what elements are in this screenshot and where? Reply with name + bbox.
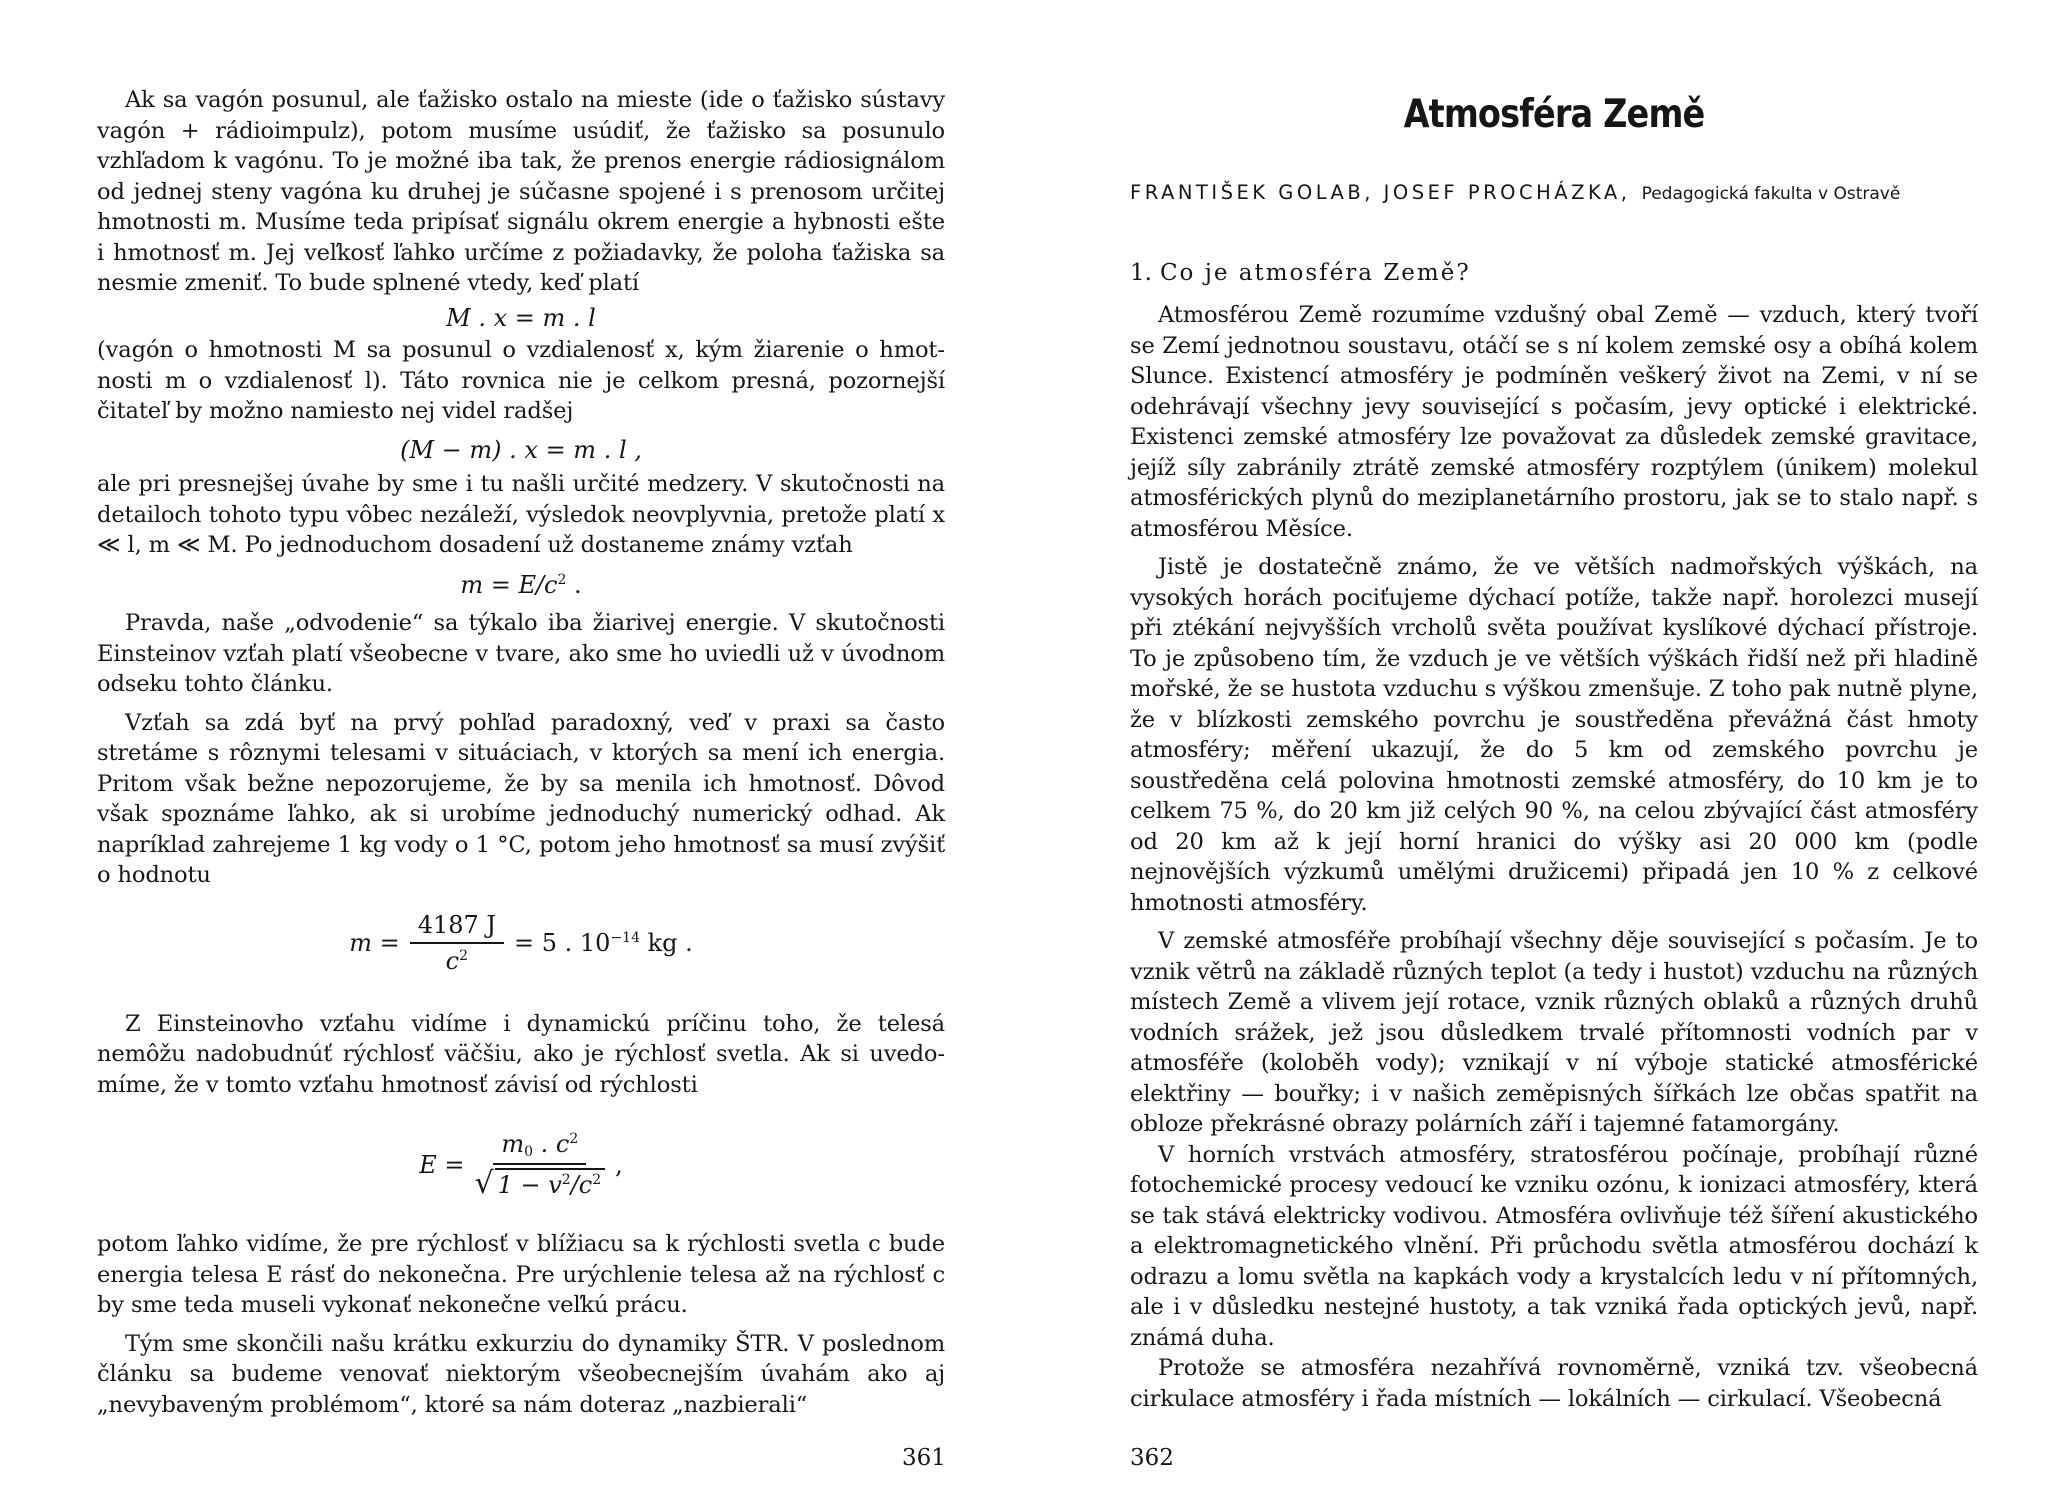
equation-text: m <box>501 1130 525 1158</box>
radical-sign: √ <box>474 1166 494 1201</box>
article-byline <box>1130 181 1978 204</box>
equation-text: E = <box>419 1150 465 1179</box>
equation-mass-increase <box>97 911 945 975</box>
equation-text: . c <box>533 1130 570 1158</box>
paragraph: potom ľahko vidíme, že pre rýchlosť v blížiacu sa k rýchlosti svetla c bude energia telesa E rásť do nekonečna. Pre urýchlenie telesa až na rýchlosť c by sme teda museli vykonať nekonečne veľkú prácu. <box>97 1231 945 1318</box>
radicand <box>495 1168 606 1199</box>
square-root <box>474 1168 605 1199</box>
equation-exponent: 2 <box>557 571 567 588</box>
equation-exponent: 2 <box>459 947 469 964</box>
equation-exponent: 2 <box>592 1172 602 1188</box>
equation-text: , <box>615 1150 623 1179</box>
paragraph: Z Einsteinovho vzťahu vidíme i dynamickú príčinu toho, že telesá nemôžu nadobudnúť rýchlosť väčšiu, ako je rýchlosť svetla. Ak si uvedomíme, že v tomto vzťahu hmotnosť závisí od rýchlosti <box>97 1010 945 1098</box>
paragraph: V zemské atmosféře probíhají všechny děje související s počasím. Je to vznik větrů na základě různých teplot (a tedy i hustot) vzduchu na různých místech Země a vlivem její rotace, vznik různých oblaků a různých druhů vodních srážek, jež jsou důsledkem trvalé přítomnosti vodních par v atmosféře (koloběh vody); vznikají v ní výboje statické atmosférické elektřiny — bouřky; i v našich zeměpisných šířkách lze občas spatřit na obloze překrásné obrazy polárních září i tajemné fatamorgány. <box>1130 928 1978 1137</box>
equation-exponent: −14 <box>610 929 640 946</box>
right-page-text-column <box>1130 92 1978 1414</box>
section-heading <box>1130 260 1978 286</box>
page-number: 361 <box>902 1445 946 1471</box>
fraction-denominator <box>446 944 468 975</box>
equation-text: . <box>566 570 582 599</box>
equation-exponent: 2 <box>569 1131 579 1147</box>
equation-center-of-mass: M . x = m . l <box>446 303 596 332</box>
left-page-text-column <box>97 85 945 1420</box>
fraction <box>410 911 504 975</box>
equation-result <box>514 929 693 957</box>
paragraph: V horních vrstvách atmosféry, stratosférou počínaje, probíhají různé fotochemické procesy vedoucí ke vzniku ozónu, k ionizaci atmosféry, která se tak stává elektricky vodivou. Atmosféra ovlivňuje též šíření akustického a elektromagnetického vlnění. Při průchodu světla atmosférou dochází k odrazu a lomu světla na kapkách vody a krystalcích ledu v ní přítomných, ale i v důsledku nestejné hustoty, a tak vzniká řada optických jevů, např. známá duha. <box>1130 1141 1978 1351</box>
equation-relativistic-energy <box>97 1130 945 1199</box>
author-affiliation: Pedagogická fakulta v Ostravě <box>1641 184 1901 204</box>
paragraph: Atmosférou Země rozumíme vzdušný obal Země — vzduch, který tvoří se Zemí jednotnou soustavu, otáčí se s ní kolem zemské osy a obíhá kolem Slunce. Existencí atmosféry je podmíněn veškerý život na Zemi, v ní se odehrávají všechny jevy související s počasím, jevy optické i elektrické. Existenci zemské atmosféry lze považovat za důsledek zemské gravitace, jejíž síly zabránily ztrátě zemské atmosféry rozptýlem (únikem) molekul atmosférických plynů do meziplanetárního prostoru, jak se to stalo např. s atmosférou Měsíce. <box>1130 302 1978 542</box>
fraction <box>474 1130 605 1199</box>
equation-text: m = <box>349 928 400 957</box>
right-page <box>1030 0 2060 1500</box>
article-title: Atmosféra Země <box>1403 92 1705 137</box>
paragraph: Jistě je dostatečně známo, že ve větších nadmořských výškách, na vysokých horách pociťujeme dýchací potíže, takže např. horolezci musejí při ztékání nejvyšších vrcholů světa používat kyslíkové dýchací přístroje. To je způsobeno tím, že vzduch je ve větších výškách řidší než při hladině mořské, že se hustota vzduchu s výškou zmenšuje. Z toho pak nutně plyne, že v blízkosti zemského povrchu je soustředěna převážná část hmoty atmosféry; měření ukazují, že do 5 km od zemského povrchu je soustředěna celá polovina hmotnosti zemské atmosféry, do 10 km je to celkem 75 %, do 20 km již celých 90 %, na celou zbývající část atmosféry od 20 km až k její horní hranici do výšky asi 20 000 km (podle nejnovějších výzkumů umělými družicemi) připadá jen 10 % z celkové hmotnosti atmosféry. <box>1130 554 1978 916</box>
author-names: FRANTIŠEK GOLAB, JOSEF PROCHÁZKA, <box>1130 181 1631 204</box>
paragraph: Tým sme skončili našu krátku exkurziu do dynamiky ŠTR. V poslednom článku sa budeme venovať niektorým všeobecnejším úvahám ako aj „nevybaveným problémom“, ktoré sa nám doteraz „nazbierali“ <box>97 1330 945 1418</box>
fraction-denominator <box>474 1165 605 1199</box>
paragraph: Ak sa vagón posunul, ale ťažisko ostalo na mieste (ide o ťažisko sústavy vagón + rádioimpulz), potom musíme usúdiť, že ťažisko sa posunulo vzhľadom k vagónu. To je možné iba tak, že prenos energie rádiosignálom od jednej steny vagóna ku druhej je súčasne spojené i s prenosom určitej hmotnosti m. Musíme teda pripísať signálu okrem energie a hybnosti ešte i hmotnosť m. Jej veľkosť ľahko určíme z požiadavky, že poloha ťažiska sa nesmie zmeniť. To bude splnené vtedy, keď platí <box>97 87 945 296</box>
paragraph: ale pri presnejšej úvahe by sme i tu našli určité medzery. V skutočnosti na detailoch tohoto typu vôbec nezáleží, výsledok neovplyvnia, pretože platí x ≪ l, m ≪ M. Po jednoduchom dosadení už dostaneme známy vzťah <box>97 471 945 558</box>
page-number: 362 <box>1130 1445 1174 1471</box>
fraction-numerator: 4187 J <box>410 911 504 944</box>
equation-text: c <box>445 946 460 975</box>
equation-text: m = E/c <box>460 570 558 599</box>
section-title: Co je atmosféra Země? <box>1159 260 1471 286</box>
equation-mass-energy <box>97 565 945 601</box>
equation-exponent: 2 <box>561 1172 571 1188</box>
equation-corrected: (M − m) . x = m . l , <box>400 435 642 464</box>
paragraph: Vzťah sa zdá byť na prvý pohľad paradoxný, veď v praxi sa často stretáme s rôznymi telesami v situáciach, v ktorých sa mení ich energia. Pritom však bežne nepozorujeme, že by sa menila ich hmotnosť. Dôvod však spoznáme ľahko, ak si urobíme jednoduchý numerický odhad. Ak napríklad zahrejeme 1 kg vody o 1 °C, potom jeho hmotnosť sa musí zvýšiť o hodnotu <box>97 709 945 888</box>
equation-text: 1 − v <box>497 1171 562 1199</box>
equation-subscript: 0 <box>524 1144 534 1160</box>
paragraph: Pravda, naše „odvodenie“ sa týkalo iba žiarivej energie. V skutočnosti Einsteinov vzťah platí všeobecne v tvare, ako sme ho uviedli už v úvodnom odseku tohto článku. <box>97 610 945 697</box>
section-number: 1. <box>1130 260 1152 286</box>
equation-text: = 5 . 10 <box>514 928 611 957</box>
paragraph: Protože se atmosféra nezahřívá rovnoměrně, vzniká tzv. všeobecná cirkulace atmosféry i řada místních — lokálních — cirkulací. Všeobecná <box>1130 1355 1978 1412</box>
paragraph: (vagón o hmotnosti M sa posunul o vzdialenosť x, kým žiarenie o hmotnosti m o vzdialenosť l). Táto rovnica nie je celkom presná, pozornejší čitateľ by možno namiesto nej videl radšej <box>97 337 945 424</box>
equation-text: kg . <box>640 928 693 957</box>
fraction-numerator <box>493 1130 586 1165</box>
equation-text: /c <box>570 1171 593 1199</box>
